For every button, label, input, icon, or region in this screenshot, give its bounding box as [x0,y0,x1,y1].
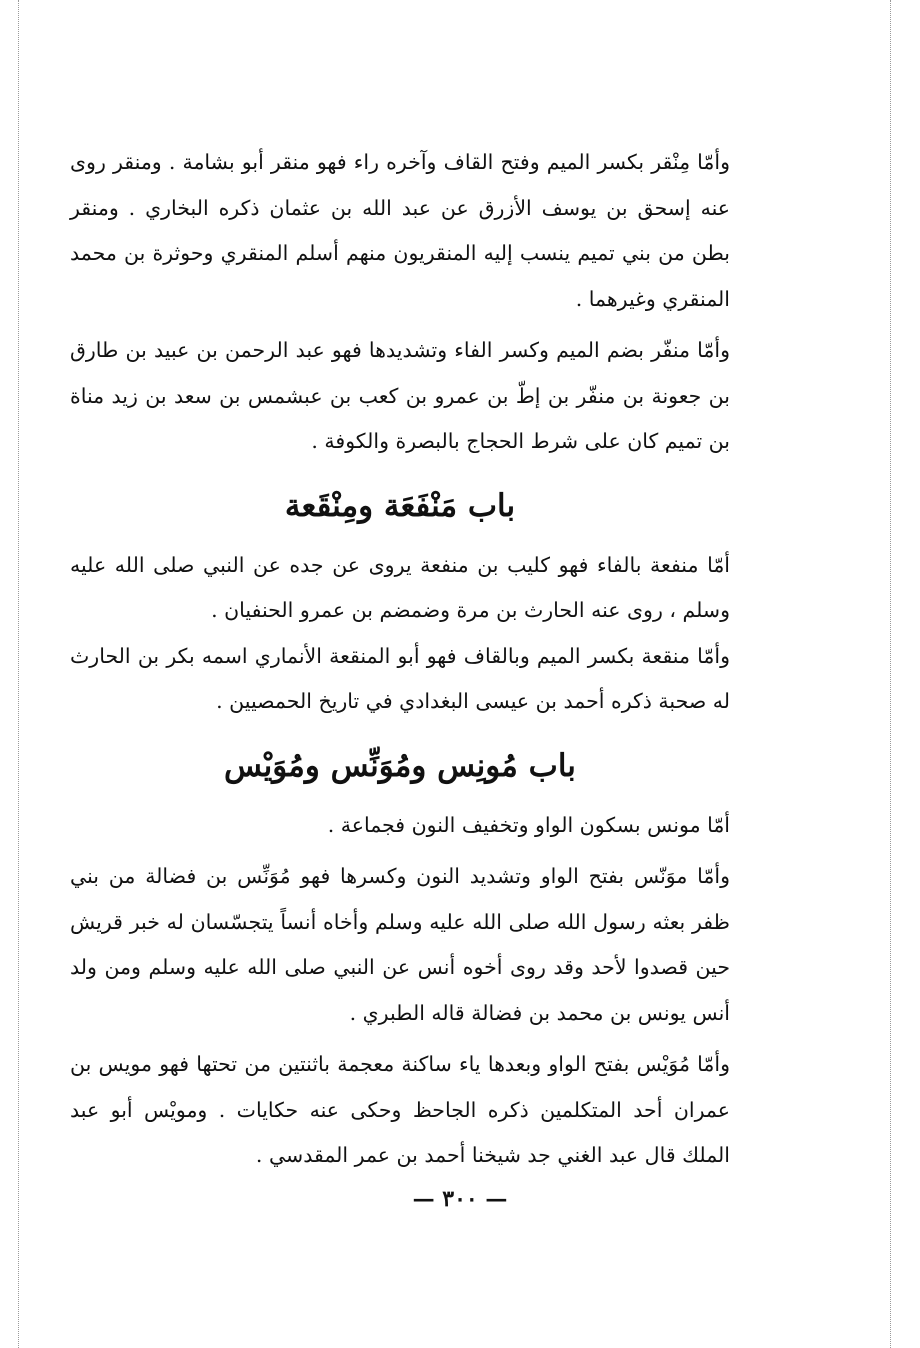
paragraph-munaffir: وأمّا منفّر بضم الميم وكسر الفاء وتشديدها فهو عبد الرحمن بن عبيد بن طارق بن جعونة بن منفّر بن إطّ بن عمرو بن كعب بن عبشمس بن سعد بن زيد مناة بن تميم كان على شرط الحجاج بالبصرة والكوفة . [70,338,731,453]
page-body [70,140,730,1179]
page-number: — ٣٠٠ — [412,1186,508,1212]
section-heading-munis: باب مُونِس ومُوَنِّس ومُوَيْس [224,747,576,784]
paragraph-munis: أمّا مونس بسكون الواو وتخفيف النون فجماعة . [327,812,730,837]
paragraph-manfaa: أمّا منفعة بالفاء فهو كليب بن منفعة يروى عن جده عن النبي صلى الله عليه وسلم ، روى عنه الحارث بن مرة وضمضم بن عمرو الحنفيان . [70,552,730,622]
paragraph-minqar: وأمّا مِنْقر بكسر الميم وفتح القاف وآخره راء فهو منقر أبو بشامة . ومنقر روى عنه إسحق بن يوسف الأزرق عن عبد الله بن عثمان ذكره البخاري . ومنقر بطن من بني تميم ينسب إليه المنقريون منهم أسلم المنقري وحوثرة بن محمد المنقري وغيرهما . [70,150,730,311]
scan-edge-right [890,0,891,1348]
paragraph-muannis: وأمّا موَنّس بفتح الواو وتشديد النون وكسرها فهو مُوَنِّس بن فضالة من بني ظفر بعثه رسول الله صلى الله عليه وسلم وأخاه أنساً يتجسّسان له خبر قريش حين قصدوا لأحد وقد روى أخوه أنس عن النبي صلى الله عليه وسلم ومن ولد أنس يونس بن محمد بن فضالة قاله الطبري . [70,864,730,1025]
scan-edge-left [18,0,19,1348]
paragraph-muways: وأمّا مُوَيْس بفتح الواو وبعدها ياء ساكنة معجمة باثنتين من تحتها فهو مويس بن عمران أحد المتكلمين ذكره الجاحظ وحكى عنه حكايات . ومويْس أبو عبد الملك قال عبد الغني جد شيخنا أحمد بن عمر المقدسي . [70,1052,730,1167]
section-heading-manfaa: باب مَنْفَعَة ومِنْقَعة [284,487,516,524]
paragraph-minqaa: وأمّا منقعة بكسر الميم وبالقاف فهو أبو المنقعة الأنماري اسمه بكر بن الحارث له صحبة ذكره أحمد بن عيسى البغدادي في تاريخ الحمصيين . [70,643,730,713]
